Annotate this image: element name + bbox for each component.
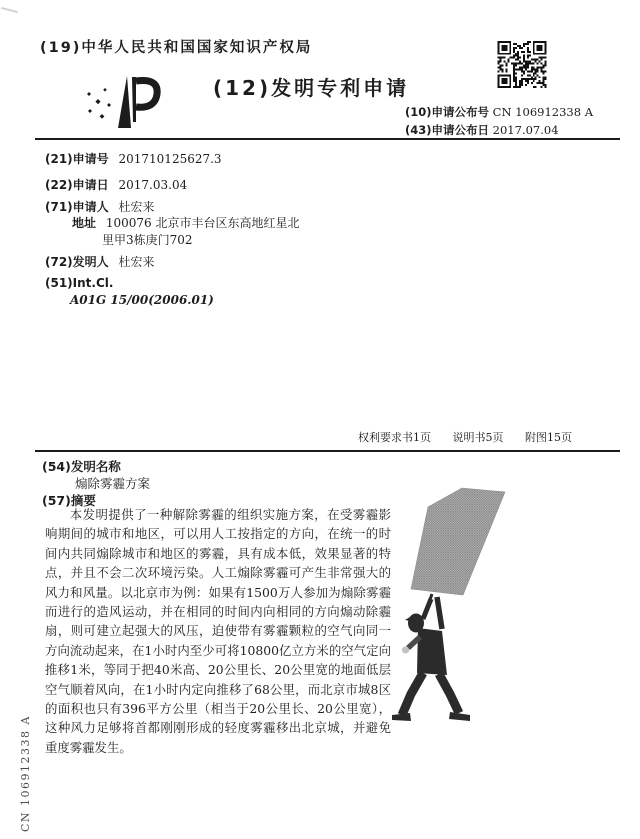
publication-number bbox=[405, 104, 593, 120]
issuing-office: (19)中华人民共和国国家知识产权局 bbox=[40, 40, 313, 56]
side-publication-code: CN 106912338 A bbox=[19, 715, 32, 832]
application-number-label: (21)申请号 bbox=[45, 152, 109, 166]
ipc-row bbox=[45, 276, 119, 290]
inventor-label: (72)发明人 bbox=[45, 255, 109, 269]
document-type-title: (12)发明专利申请 bbox=[213, 76, 410, 100]
scan-artifact bbox=[1, 7, 18, 13]
invention-title-label: (54)发明名称 bbox=[42, 459, 121, 474]
inventor-row bbox=[45, 253, 155, 270]
publication-date-value: 2017.07.04 bbox=[492, 123, 559, 137]
publication-number-label: (10)申请公布号 bbox=[405, 105, 490, 119]
biblio-divider bbox=[35, 450, 620, 452]
address-row-2 bbox=[102, 231, 193, 248]
figures-pages: 附图15页 bbox=[525, 431, 572, 444]
invention-title: 煽除雾霾方案 bbox=[75, 476, 151, 491]
application-number-value: 201710125627.3 bbox=[118, 152, 222, 166]
address-row bbox=[72, 214, 299, 231]
description-pages: 说明书5页 bbox=[452, 431, 504, 444]
sipo-logo-icon bbox=[78, 72, 174, 132]
qr-code-icon bbox=[497, 41, 547, 88]
inventor-value: 杜宏来 bbox=[118, 255, 155, 269]
applicant-value: 杜宏来 bbox=[118, 200, 155, 214]
abstract-figure bbox=[390, 487, 610, 757]
publication-date-label: (43)申请公布日 bbox=[405, 123, 490, 137]
applicant-row bbox=[45, 198, 155, 215]
application-number-row bbox=[45, 150, 222, 167]
filing-date-label: (22)申请日 bbox=[45, 178, 109, 192]
abstract-label: (57)摘要 bbox=[42, 493, 96, 508]
publication-date bbox=[405, 122, 559, 138]
ipc-label: (51)Int.Cl. bbox=[45, 276, 114, 290]
header-divider bbox=[35, 138, 620, 140]
abstract-text: 本发明提供了一种解除雾霾的组织实施方案，在受雾霾影响期间的城市和地区，可以用人工按指定的方向，在统一的时间内共同煽除城市和地区的雾霾，具有成本低，效果显著的特点，并且不会二次环境污染。人工煽除雾霾可产生非常强大的风力和风量。以北京市为例：如果有1500万人参加为煽除雾霾而进行的造风运动，并在相同的时间内向相同的方向煽动除霾扇，则可建立起强大的风压，迫使带有雾霾颗粒的空气向同一方向流动起来，在1小时内至少可将10800亿立方米的空气定向推移1米，等同于把40米高、20公里长、20公里宽的地面低层空气顺着风向，在1小时内定向推移了68公里，而北京市城8区的面积也只有396平方公里（相当于20公里长、20公里宽），这种风力足够将首都刚刚形成的轻度雾霾移出北京城，并避免重度雾霾发生。 bbox=[45, 507, 391, 755]
filing-date-value: 2017.03.04 bbox=[118, 178, 188, 192]
publication-number-value: CN 106912338 A bbox=[492, 105, 593, 119]
fan-blade bbox=[411, 488, 505, 595]
claims-pages: 权利要求书1页 bbox=[358, 431, 431, 444]
address-line1: 100076 北京市丰台区东高地红星北 bbox=[105, 216, 300, 230]
applicant-label: (71)申请人 bbox=[45, 200, 109, 214]
pages-info bbox=[358, 429, 572, 445]
ipc-code: A01G 15/00(2006.01) bbox=[70, 293, 214, 307]
filing-date-row bbox=[45, 176, 187, 193]
person-silhouette bbox=[392, 597, 470, 721]
address-label: 地址 bbox=[72, 216, 97, 230]
address-line2: 里甲3栋庚门702 bbox=[102, 233, 193, 247]
